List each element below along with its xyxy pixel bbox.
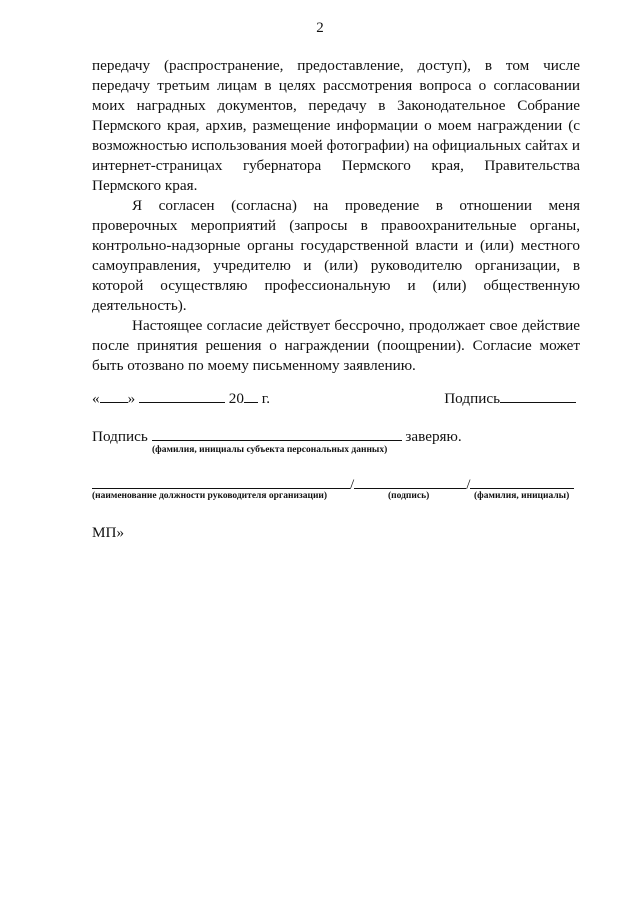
certify-blank xyxy=(152,426,402,441)
year-blank xyxy=(244,388,258,403)
certify-suffix: заверяю. xyxy=(405,428,462,445)
signature-field xyxy=(444,388,576,408)
officer-name-blank xyxy=(470,474,574,489)
year-suffix: г. xyxy=(261,390,271,407)
separator-2: / xyxy=(466,476,471,493)
separator-1: / xyxy=(350,476,355,493)
paragraph-validity: Настоящее согласие действует бессрочно, продолжает свое действие после принятия решения о награждении (поощрении). Согласие может быть отозвано по моему письменному заявлению. xyxy=(92,317,580,374)
certify-caption: (фамилия, инициалы субъекта персональных данных) xyxy=(152,445,388,455)
paragraph-verification-consent: Я согласен (согласна) на проведение в отношении меня проверочных мероприятий (запросы в правоохранительные органы, контрольно-надзорные органы государственной власти и (или) местного самоуправления, учредителю и (или) руководителю организации, в которой осуществляю профессиональную и (или) общественную деятельность). xyxy=(92,197,580,314)
caption-name: (фамилия, инициалы) xyxy=(474,491,570,501)
caption-signature: (подпись) xyxy=(388,491,430,501)
paragraph-continuation: передачу (распространение, предоставление, доступ), в том числе передачу третьим лицам в целях рассмотрения вопроса о согласовании моих наградных документов, передачу в Законодательное Собрание Пермского края, архив, размещение информации о моем награждении (с возможностью использования моей фотографии) на официальных сайтах и интернет-страницах губернатора Пермского края, Правительства Пермского края. xyxy=(92,57,580,194)
open-quote: « xyxy=(92,390,100,407)
signature-label: Подпись xyxy=(444,390,500,407)
day-blank xyxy=(100,388,128,403)
signature-blank xyxy=(500,388,576,403)
officer-signature-blank xyxy=(354,474,466,489)
date-signature-row xyxy=(92,388,580,408)
year-prefix: 20 xyxy=(228,390,244,407)
stamp-label: МП» xyxy=(92,524,125,541)
month-blank xyxy=(139,388,225,403)
position-blank xyxy=(92,474,350,489)
page-number: 2 xyxy=(316,20,324,36)
caption-position: (наименование должности руководителя организации) xyxy=(92,491,328,501)
certify-row xyxy=(92,426,580,446)
document-body xyxy=(92,56,580,376)
certify-label: Подпись xyxy=(92,428,148,445)
close-quote: » xyxy=(127,390,136,407)
